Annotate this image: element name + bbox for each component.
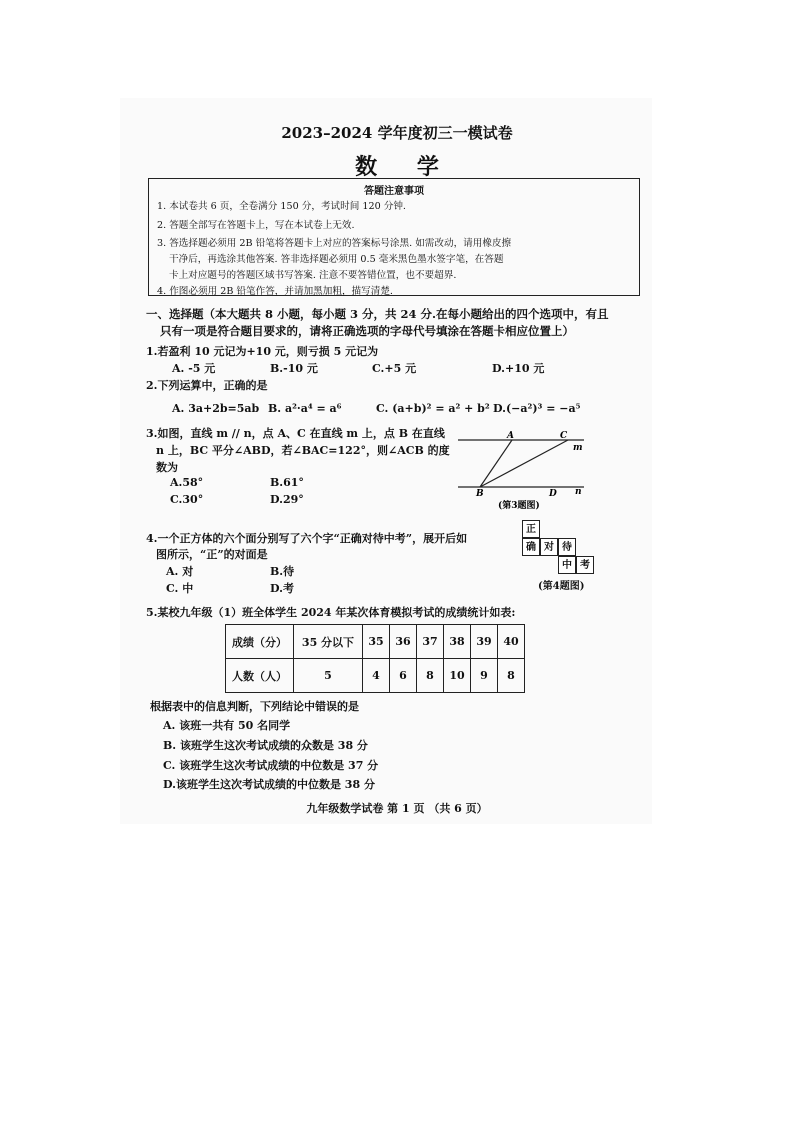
table-cell: 36 xyxy=(390,625,417,659)
notice-line: 4. 作图必须用 2B 铅笔作答，并请加黑加粗，描写清楚. xyxy=(157,286,393,297)
q3-option-b: B.61° xyxy=(270,476,304,489)
score-table xyxy=(225,624,525,693)
table-cell: 成绩（分） xyxy=(226,625,294,659)
q5-option-b: B. 该班学生这次考试成绩的众数是 38 分 xyxy=(163,739,368,752)
notice-line: 卡上对应题号的答题区域书写答案. 注意不要答错位置，也不要超界. xyxy=(169,270,457,281)
table-cell: 4 xyxy=(363,659,390,693)
table-cell: 10 xyxy=(444,659,471,693)
subject-title: 数 学 xyxy=(355,154,455,180)
q2-option-a: A. 3a+2b=5ab xyxy=(172,402,260,415)
label-c: C xyxy=(560,431,568,441)
table-cell: 人数（人） xyxy=(226,659,294,693)
cube-face: 待 xyxy=(558,538,576,556)
q4-option-c: C. 中 xyxy=(166,582,194,595)
q5-option-d: D.该班学生这次考试成绩的中位数是 38 分 xyxy=(163,778,375,791)
page-footer: 九年级数学试卷 第 1 页 （共 6 页） xyxy=(306,802,488,815)
q3-caption: (第3题图) xyxy=(498,501,540,511)
table-cell: 8 xyxy=(498,659,525,693)
table-cell: 35 xyxy=(363,625,390,659)
segment-bc xyxy=(480,440,568,487)
q1-stem: 1.若盈利 10 元记为+10 元，则亏损 5 元记为 xyxy=(146,345,379,358)
q3-line3: 数为 xyxy=(156,461,178,474)
q4-line2: 图所示，“正”的对面是 xyxy=(156,548,268,561)
table-cell: 38 xyxy=(444,625,471,659)
cube-face: 考 xyxy=(576,556,594,574)
label-a: A xyxy=(507,431,514,441)
q3-option-c: C.30° xyxy=(170,493,204,506)
table-cell: 5 xyxy=(294,659,363,693)
q1-option-d: D.+10 元 xyxy=(492,362,545,375)
label-m: m xyxy=(573,443,583,453)
section-heading-line2: 只有一项是符合题目要求的，请将正确选项的字母代号填涂在答题卡相应位置上） xyxy=(160,324,574,338)
section-heading-line1: 一、选择题（本大题共 8 小题，每小题 3 分，共 24 分.在每小题给出的四个选项中，有且 xyxy=(146,307,609,321)
q5-stem: 5.某校九年级（1）班全体学生 2024 年某次体育模拟考试的成绩统计如表: xyxy=(146,606,516,619)
cube-face: 确 xyxy=(522,538,540,556)
table-row xyxy=(226,659,525,693)
cube-face: 对 xyxy=(540,538,558,556)
notice-box xyxy=(148,178,640,296)
table-cell: 6 xyxy=(390,659,417,693)
q2-option-d: D.(−a²)³ = −a⁵ xyxy=(493,402,581,415)
table-cell: 9 xyxy=(471,659,498,693)
label-n: n xyxy=(575,487,582,497)
q3-figure xyxy=(454,428,594,512)
cube-face: 中 xyxy=(558,556,576,574)
q1-option-b: B.-10 元 xyxy=(270,362,318,375)
q4-caption: (第4题图) xyxy=(538,581,585,592)
q4-option-d: D.考 xyxy=(270,582,294,595)
exam-title: 2023–2024 学年度初三一模试卷 xyxy=(281,124,513,142)
q3-line2: n 上，BC 平分∠ABD，若∠BAC=122°，则∠ACB 的度 xyxy=(156,444,450,457)
q4-option-a: A. 对 xyxy=(166,565,194,578)
q5-option-a: A. 该班一共有 50 名同学 xyxy=(163,719,291,732)
q2-option-c: C. (a+b)² = a² + b² xyxy=(376,402,490,415)
q1-option-c: C.+5 元 xyxy=(372,362,417,375)
q2-stem: 2.下列运算中，正确的是 xyxy=(146,379,268,392)
cube-face: 正 xyxy=(522,520,540,538)
q2-option-b: B. a²·a⁴ = a⁶ xyxy=(268,402,342,415)
notice-line: 3. 答选择题必须用 2B 铅笔将答题卡上对应的答案标号涂黑. 如需改动，请用橡皮擦 xyxy=(157,238,512,249)
q3-option-d: D.29° xyxy=(270,493,304,506)
label-b: B xyxy=(476,489,484,499)
label-d: D xyxy=(549,489,557,499)
table-cell: 8 xyxy=(417,659,444,693)
table-cell: 35 分以下 xyxy=(294,625,363,659)
q5-lead: 根据表中的信息判断，下列结论中错误的是 xyxy=(150,700,359,713)
table-cell: 37 xyxy=(417,625,444,659)
q4-option-b: B.待 xyxy=(270,565,295,578)
notice-line: 2. 答题全部写在答题卡上，写在本试卷上无效. xyxy=(157,220,355,231)
table-row xyxy=(226,625,525,659)
notice-heading: 答题注意事项 xyxy=(364,186,424,197)
table-cell: 39 xyxy=(471,625,498,659)
q5-option-c: C. 该班学生这次考试成绩的中位数是 37 分 xyxy=(163,759,379,772)
segment-ab xyxy=(480,440,512,487)
q4-line1: 4.一个正方体的六个面分别写了六个字“正确对待中考”，展开后如 xyxy=(146,532,468,545)
notice-line: 干净后，再选涂其他答案. 答非选择题必须用 0.5 毫米黑色墨水签字笔，在答题 xyxy=(169,254,504,265)
notice-line: 1. 本试卷共 6 页，全卷满分 150 分，考试时间 120 分钟. xyxy=(157,201,406,212)
q1-option-a: A. -5 元 xyxy=(172,362,216,375)
q3-line1: 3.如图，直线 m // n，点 A、C 在直线 m 上，点 B 在直线 xyxy=(146,427,445,440)
table-cell: 40 xyxy=(498,625,525,659)
q3-option-a: A.58° xyxy=(170,476,204,489)
